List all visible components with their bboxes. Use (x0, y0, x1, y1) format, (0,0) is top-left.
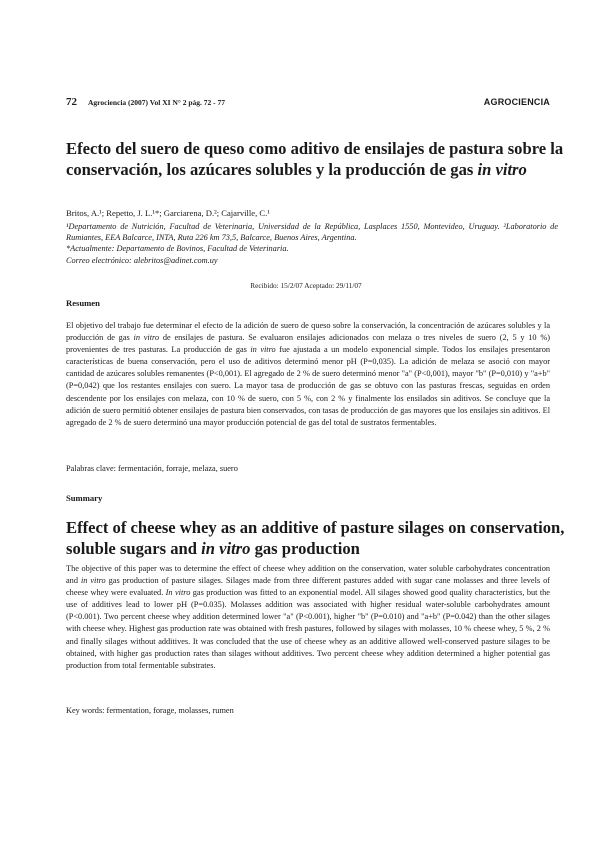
keywords-spanish: Palabras clave: fermentación, forraje, melaza, suero (66, 464, 238, 473)
affiliations (66, 221, 558, 266)
title-english-text-2: gas production (250, 539, 360, 558)
resumen-text-3: fue ajustada a un modelo exponencial simple. Todos los ensilajes presentaron características de buena conservación, pero el uso de aditivos determinó menor pH (P=0,035). La adición de melaza se asoció con mayor cantidad de azúcares solubles remanentes (P<0,001). El agregado de 2 % de suero determinó menor "a" (P<0,001), mayor "b" (P=0,010) y "a+b" (P=0,042) que los restantes ensilajes con suero. La mayor tasa de producción de gas se obtuvo con las pasturas frescas, seguidas en orden descendente por los ensilajes con melaza, con 10 % de suero, con 5 %, con 2 % y finalmente los ensilados sin aditivos. Se concluye que la adición de suero permitió obtener ensilajes de pastura bien conservados, con tasas de producción de gas mayores que los ensilajes sin aditivos. El agregado de 2 % de suero determinó una mayor producción potencial de gas del total de sustratos fermentables. (66, 345, 550, 427)
resumen-text-1: El objetivo del trabajo fue determinar el efecto de la adición de suero de queso sobre la conservación, la concentración de azúcares solubles y la producción de gas (66, 321, 550, 343)
title-spanish-italic: in vitro (477, 160, 527, 179)
summary-text-1: The objective of this paper was to determine the effect of cheese whey addition on the conservation, water soluble carbohydrates concentration and (66, 564, 550, 586)
summary-body (66, 563, 550, 672)
journal-name: AGROCIENCIA (483, 97, 550, 107)
resumen-body (66, 320, 550, 429)
resumen-italic-2: in vitro (250, 345, 276, 355)
summary-heading: Summary (66, 493, 103, 503)
summary-text-2: gas production of pasture silages. Silages made from three different pastures added with sugar cane molasses and three levels of cheese whey were evaluated. (66, 576, 550, 598)
title-spanish (66, 138, 566, 180)
received-accepted-dates: Recibido: 15/2/07 Aceptado: 29/11/07 (250, 281, 362, 290)
keywords-english: Key words: fermentation, forage, molasses, rumen (66, 706, 234, 715)
affiliation-departments: ¹Departamento de Nutrición, Facultad de Veterinaria, Universidad de la República, Lasplaces 1550, Montevideo, Uruguay. ²Laboratorio de Rumiantes, EEA Balcarce, INTA, Ruta 226 km 73,5, Balcarce, Buenos Aires, Argentina. (66, 222, 558, 243)
summary-italic-1: in vitro (80, 576, 106, 586)
summary-text-3: gas production was fitted to an exponential model. All silages showed good quality characteristics, but the use of additives lead to lower pH (P=0.035). Molasses addition was associated with higher residual water-soluble carbohydrates amount (P<0.001). Two percent cheese whey addition determined lower "a" (P<0.001), higher "b" (P=0.010) and "a+b" (P=0.042) than the other silages with cheese whey. Highest gas production rate was obtained with fresh pastures, followed by silages with molasses, 10 % cheese whey, 5 %, 2 % and finally silages without additives. It was concluded that the use of cheese whey as an additive allowed well-conserved pasture silages to be obtained, with higher gas production rates than silages without additives. Two percent cheese whey addition determined a higher potential gas production from total fermentable substrates. (66, 588, 550, 670)
page-number: 72 (66, 96, 77, 108)
journal-citation: Agrociencia (2007) Vol XI N° 2 pág. 72 - 77 (88, 98, 226, 107)
title-english-text-1: Effect of cheese whey as an additive of pasture silages on conservation, soluble sugars and (66, 518, 565, 558)
contact-email: Correo electrónico: alebritos@adinet.com.uy (66, 255, 218, 265)
resumen-heading: Resumen (66, 298, 100, 308)
resumen-text-2: de ensilajes de pastura. Se evaluaron ensilajes adicionados con melaza o tres niveles de suero (2, 5 y 10 %) provenientes de tres pasturas. La producción de gas (66, 333, 551, 355)
title-english (66, 517, 566, 559)
resumen-italic-1: in vitro (133, 333, 160, 343)
title-spanish-text: Efecto del suero de queso como aditivo de ensilajes de pastura sobre la conservación, los azúcares solubles y la producción de gas (66, 139, 564, 179)
authors: Britos, A.¹; Repetto, J. L.¹*; Garciarena, D.²; Cajarville, C.¹ (66, 208, 270, 218)
summary-italic-2: In vitro (165, 588, 191, 598)
title-english-italic: in vitro (201, 539, 251, 558)
affiliation-current: *Actualmente: Departamento de Bovinos, Facultad de Veterinaria. (66, 244, 289, 254)
